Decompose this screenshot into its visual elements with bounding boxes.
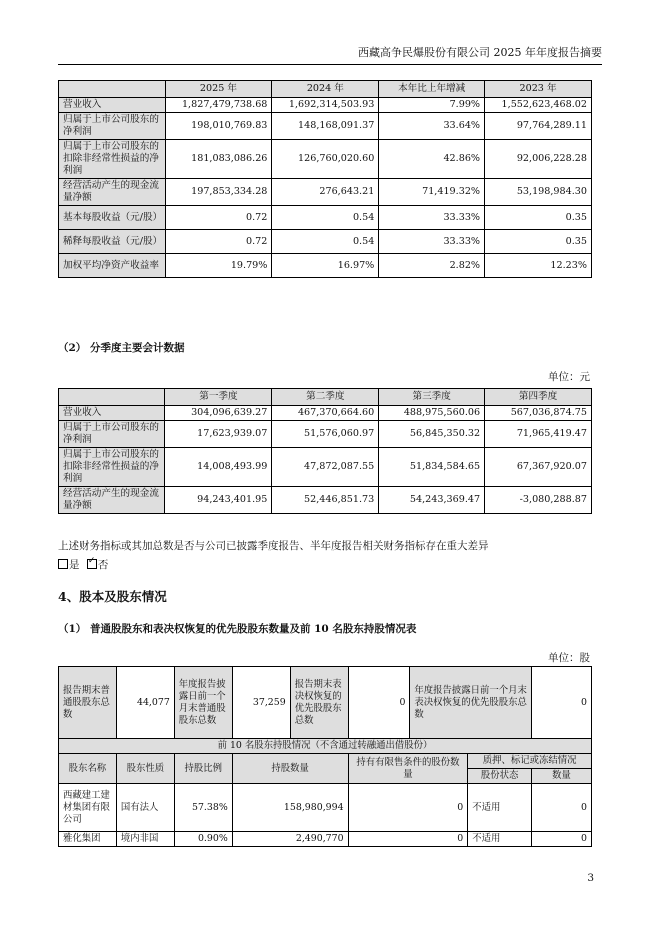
header-cell: 第四季度 bbox=[485, 389, 592, 406]
cell-value: 97,764,289.11 bbox=[485, 113, 592, 140]
shareholder-count: 2,490,770 bbox=[232, 832, 348, 847]
header-cell: 第一季度 bbox=[165, 389, 272, 406]
row-label: 基本每股收益（元/股） bbox=[59, 206, 166, 230]
table-row bbox=[59, 448, 592, 487]
table-row bbox=[59, 487, 592, 514]
table-header-row bbox=[59, 754, 592, 769]
checkbox-yes-label: 是 bbox=[69, 559, 80, 571]
top10-title-row bbox=[59, 739, 592, 754]
table-row bbox=[59, 98, 592, 113]
cell-value: 67,367,920.07 bbox=[485, 448, 592, 487]
shareholder-qty: 0 bbox=[532, 832, 592, 847]
summary-value: 0 bbox=[348, 667, 410, 739]
shareholder-ratio: 57.38% bbox=[174, 784, 232, 832]
page-header: 西藏高争民爆股份有限公司 2025 年年度报告摘要 bbox=[58, 44, 602, 65]
cell-value: 16.97% bbox=[272, 254, 379, 278]
unit-label-shares: 单位：股 bbox=[548, 652, 590, 664]
table-row bbox=[59, 179, 592, 206]
table-row bbox=[59, 406, 592, 421]
table-row bbox=[59, 113, 592, 140]
header-cell bbox=[59, 81, 166, 98]
header-cell: 2023 年 bbox=[485, 81, 592, 98]
shareholder-restricted: 0 bbox=[348, 832, 468, 847]
cell-value: 467,370,664.60 bbox=[272, 406, 379, 421]
cell-value: 0.35 bbox=[485, 206, 592, 230]
table-header-row bbox=[59, 81, 592, 98]
cell-value: 17,623,939.07 bbox=[165, 421, 272, 448]
table-row bbox=[59, 230, 592, 254]
row-label: 归属于上市公司股东的扣除非经常性损益的净利润 bbox=[59, 140, 166, 179]
header-cell: 第二季度 bbox=[272, 389, 379, 406]
cell-value: 33.33% bbox=[379, 230, 485, 254]
cell-value: 0.54 bbox=[272, 230, 379, 254]
summary-label: 报告期末表决权恢复的优先股股东总数 bbox=[290, 667, 348, 739]
cell-value: -3,080,288.87 bbox=[485, 487, 592, 514]
checkbox-yes[interactable] bbox=[58, 559, 68, 569]
header-cell: 本年比上年增减 bbox=[379, 81, 485, 98]
row-label: 营业收入 bbox=[59, 406, 165, 421]
cell-value: 198,010,769.83 bbox=[165, 113, 272, 140]
summary-value: 37,259 bbox=[232, 667, 290, 739]
cell-value: 51,834,584.65 bbox=[379, 448, 485, 487]
section-subtitle-shareholders: （1） 普通股股东和表决权恢复的优先股股东数量及前 10 名股东持股情况表 bbox=[58, 623, 417, 635]
cell-value: 0.72 bbox=[165, 230, 272, 254]
shareholder-nature: 国有法人 bbox=[116, 784, 174, 832]
summary-value: 0 bbox=[532, 667, 592, 739]
row-label: 经营活动产生的现金流量净额 bbox=[59, 487, 165, 514]
row-label: 加权平均净资产收益率 bbox=[59, 254, 166, 278]
cell-value: 92,006,228.28 bbox=[485, 140, 592, 179]
cell-value: 0.72 bbox=[165, 206, 272, 230]
row-label: 归属于上市公司股东的净利润 bbox=[59, 421, 165, 448]
yes-no-choice bbox=[58, 557, 108, 572]
shareholder-status: 不适用 bbox=[468, 784, 532, 832]
cell-value: 47,872,087.55 bbox=[272, 448, 379, 487]
table-row bbox=[59, 206, 592, 230]
cell-value: 1,827,479,738.68 bbox=[165, 98, 272, 113]
row-label: 稀释每股收益（元/股） bbox=[59, 230, 166, 254]
header-count: 持股数量 bbox=[232, 754, 348, 784]
table-row bbox=[59, 832, 592, 847]
shareholder-restricted: 0 bbox=[348, 784, 468, 832]
table-header-row bbox=[59, 389, 592, 406]
cell-value: 19.79% bbox=[165, 254, 272, 278]
summary-label: 年度报告披露日前一个月末普通股股东总数 bbox=[174, 667, 232, 739]
checkbox-no-label: 否 bbox=[97, 559, 109, 571]
cell-value: 52,446,851.73 bbox=[272, 487, 379, 514]
shareholder-qty: 0 bbox=[532, 784, 592, 832]
cell-value: 567,036,874.75 bbox=[485, 406, 592, 421]
shareholders-table bbox=[58, 666, 592, 847]
cell-value: 14,008,493.99 bbox=[165, 448, 272, 487]
section-title-shares: 4、股本及股东情况 bbox=[58, 589, 167, 604]
cell-value: 148,168,091.37 bbox=[272, 113, 379, 140]
cell-value: 51,576,060.97 bbox=[272, 421, 379, 448]
cell-value: 181,083,086.26 bbox=[165, 140, 272, 179]
header-ratio: 持股比例 bbox=[174, 754, 232, 784]
row-label: 经营活动产生的现金流量净额 bbox=[59, 179, 166, 206]
cell-value: 0.54 bbox=[272, 206, 379, 230]
table-row bbox=[59, 254, 592, 278]
cell-value: 126,760,020.60 bbox=[272, 140, 379, 179]
cell-value: 1,552,623,468.02 bbox=[485, 98, 592, 113]
cell-value: 33.33% bbox=[379, 206, 485, 230]
shareholder-ratio: 0.90% bbox=[174, 832, 232, 847]
cell-value: 56,845,350.32 bbox=[379, 421, 485, 448]
cell-value: 0.35 bbox=[485, 230, 592, 254]
header-cell: 2025 年 bbox=[165, 81, 272, 98]
header-status: 股份状态 bbox=[468, 769, 532, 784]
shareholder-name: 西藏建工建材集团有限公司 bbox=[59, 784, 117, 832]
checkbox-no[interactable] bbox=[87, 559, 97, 569]
cell-value: 7.99% bbox=[379, 98, 485, 113]
header-nature: 股东性质 bbox=[116, 754, 174, 784]
cell-value: 12.23% bbox=[485, 254, 592, 278]
top10-title: 前 10 名股东持股情况（不含通过转融通出借股份） bbox=[59, 739, 592, 754]
header-cell bbox=[59, 389, 165, 406]
summary-label: 报告期末普通股股东总数 bbox=[59, 667, 117, 739]
cell-value: 71,965,419.47 bbox=[485, 421, 592, 448]
cell-value: 33.64% bbox=[379, 113, 485, 140]
summary-value: 44,077 bbox=[116, 667, 174, 739]
shareholder-name: 雅化集团 bbox=[59, 832, 117, 847]
annual-data-table bbox=[58, 80, 592, 278]
header-pledge: 质押、标记或冻结情况 bbox=[468, 754, 592, 769]
header-cell: 第三季度 bbox=[379, 389, 485, 406]
shareholder-nature: 境内非国 bbox=[116, 832, 174, 847]
discrepancy-note: 上述财务指标或其加总数是否与公司已披露季度报告、半年度报告相关财务指标存在重大差异 bbox=[58, 540, 489, 552]
cell-value: 71,419.32% bbox=[379, 179, 485, 206]
row-label: 归属于上市公司股东的净利润 bbox=[59, 113, 166, 140]
page-number: 3 bbox=[587, 872, 594, 884]
section-title-quarterly: （2） 分季度主要会计数据 bbox=[58, 342, 185, 354]
table-row bbox=[59, 140, 592, 179]
cell-value: 54,243,369.47 bbox=[379, 487, 485, 514]
quarterly-data-table bbox=[58, 388, 592, 514]
table-row bbox=[59, 784, 592, 832]
cell-value: 2.82% bbox=[379, 254, 485, 278]
summary-row bbox=[59, 667, 592, 739]
unit-label: 单位：元 bbox=[548, 371, 590, 383]
header-cell: 2024 年 bbox=[272, 81, 379, 98]
cell-value: 42.86% bbox=[379, 140, 485, 179]
header-restricted: 持有有限售条件的股份数量 bbox=[348, 754, 468, 784]
header-qty: 数量 bbox=[532, 769, 592, 784]
header-name: 股东名称 bbox=[59, 754, 117, 784]
table-row bbox=[59, 421, 592, 448]
shareholder-count: 158,980,994 bbox=[232, 784, 348, 832]
cell-value: 304,096,639.27 bbox=[165, 406, 272, 421]
cell-value: 53,198,984.30 bbox=[485, 179, 592, 206]
shareholder-status: 不适用 bbox=[468, 832, 532, 847]
cell-value: 276,643.21 bbox=[272, 179, 379, 206]
row-label: 归属于上市公司股东的扣除非经常性损益的净利润 bbox=[59, 448, 165, 487]
row-label: 营业收入 bbox=[59, 98, 166, 113]
cell-value: 94,243,401.95 bbox=[165, 487, 272, 514]
cell-value: 488,975,560.06 bbox=[379, 406, 485, 421]
cell-value: 197,853,334.28 bbox=[165, 179, 272, 206]
cell-value: 1,692,314,503.93 bbox=[272, 98, 379, 113]
summary-label: 年度报告披露日前一个月末表决权恢复的优先股股东总数 bbox=[410, 667, 532, 739]
